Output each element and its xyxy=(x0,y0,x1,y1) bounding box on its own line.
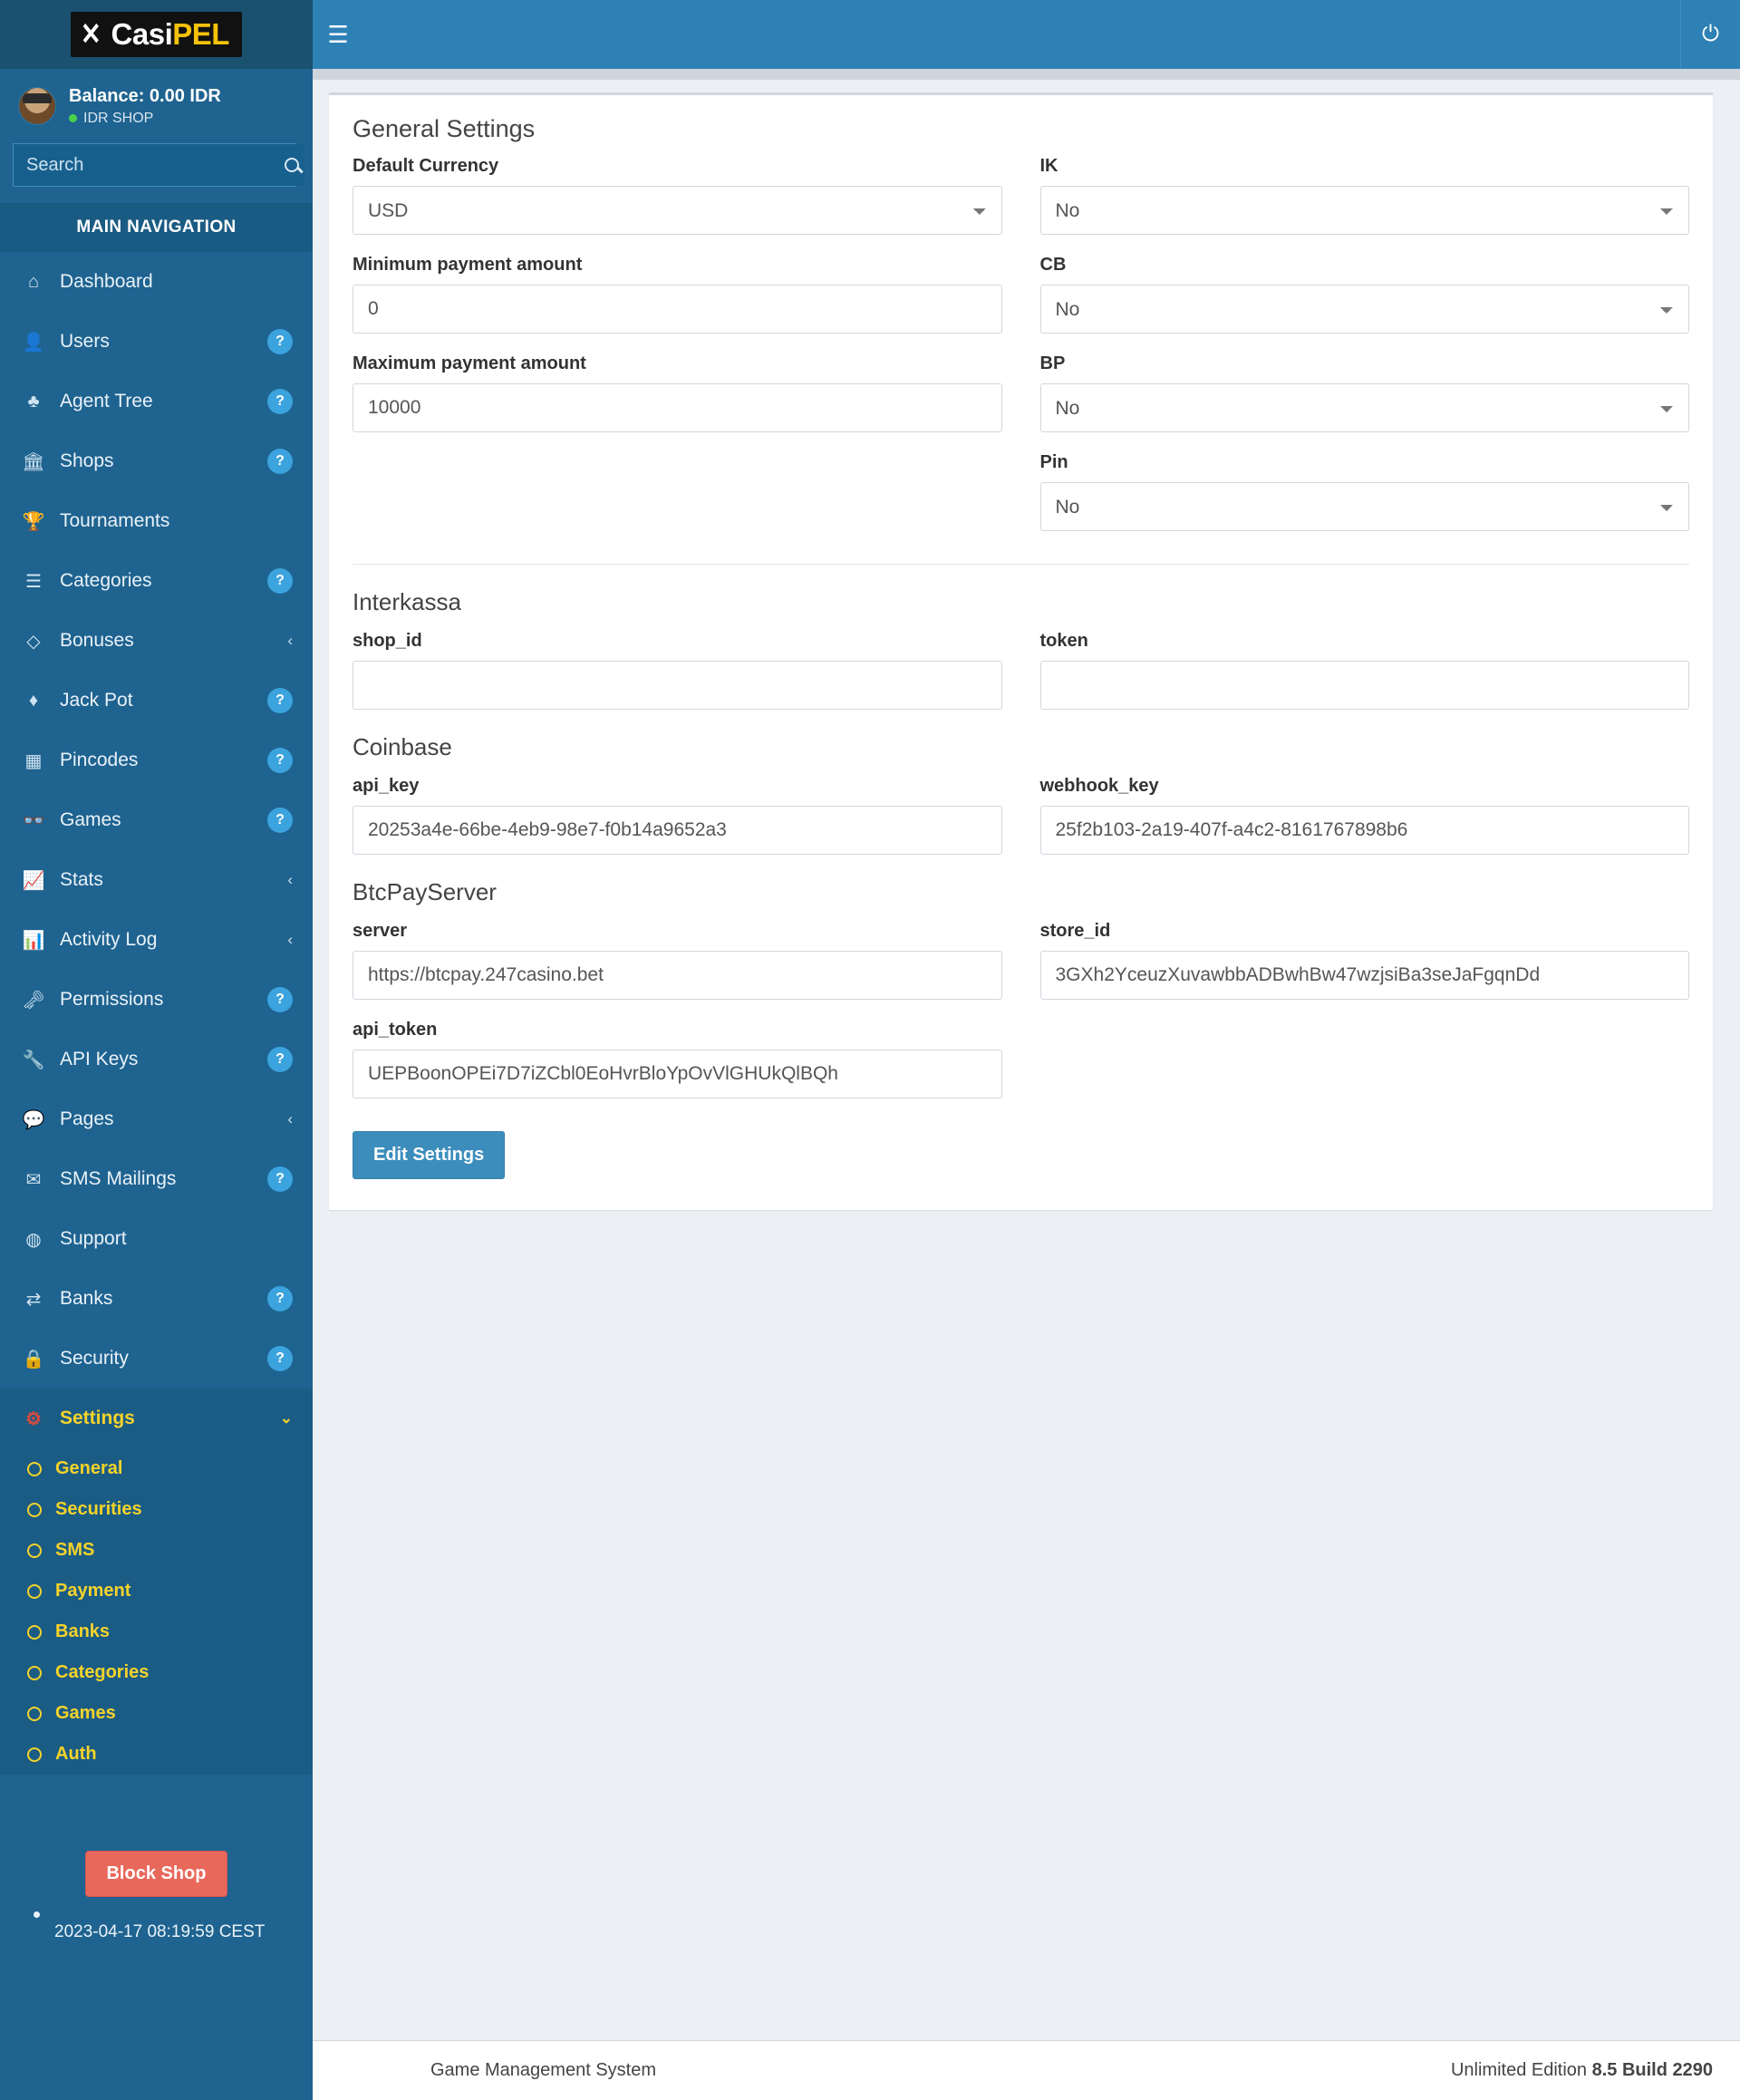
help-badge[interactable]: ? xyxy=(267,987,293,1012)
circle-icon xyxy=(27,1544,42,1558)
grid-icon: ▦ xyxy=(24,750,43,771)
search-button[interactable] xyxy=(279,144,304,186)
label-pin: Pin xyxy=(1039,452,1068,472)
label-api-key: api_key xyxy=(353,776,420,796)
shop-id-input[interactable] xyxy=(353,661,1002,710)
general-left-column xyxy=(353,156,1002,551)
chevron-left-icon: ‹ xyxy=(287,632,293,649)
logo-text-first: Casi xyxy=(111,17,173,51)
label-min-payment: Minimum payment amount xyxy=(353,255,583,275)
logo-text xyxy=(111,17,229,52)
gear-icon: ⚙ xyxy=(25,1408,42,1429)
label-default-currency: Default Currency xyxy=(353,156,499,176)
field-token xyxy=(1040,631,1690,710)
general-right-column xyxy=(1040,156,1690,551)
sidebar-item-label: Tournaments xyxy=(60,510,170,531)
content xyxy=(313,69,1740,2040)
sidebar-item-label: Categories xyxy=(60,570,152,591)
sidebar-item-label: Stats xyxy=(60,869,103,890)
submenu-item-payment[interactable] xyxy=(0,1571,313,1611)
chevron-down-icon: ⌄ xyxy=(279,1409,293,1427)
user-panel[interactable] xyxy=(0,69,313,143)
sms-icon: ✉ xyxy=(25,1169,42,1190)
sidebar-item-banks[interactable] xyxy=(0,1269,313,1329)
field-store-id xyxy=(1040,921,1690,1000)
sidebar-item-label: Settings xyxy=(60,1408,135,1428)
sidebar-item-pincodes[interactable] xyxy=(0,731,313,790)
logo[interactable] xyxy=(0,0,313,69)
submenu-item-label: Categories xyxy=(55,1662,150,1682)
submenu-item-auth[interactable] xyxy=(0,1734,313,1775)
sidebar-item-label: Shops xyxy=(60,450,114,471)
sidebar-item-label: API Keys xyxy=(60,1049,139,1069)
circle-icon xyxy=(27,1707,42,1721)
chevron-left-icon: ‹ xyxy=(287,871,293,888)
help-badge[interactable]: ? xyxy=(267,1286,293,1311)
balance-label: Balance: 0.00 IDR xyxy=(69,85,221,106)
logo-text-second: PEL xyxy=(172,17,229,51)
field-bp xyxy=(1040,353,1690,432)
general-settings-panel xyxy=(329,92,1713,1210)
server-input[interactable] xyxy=(353,951,1002,1000)
sidebar-item-sms-mailings[interactable] xyxy=(0,1149,313,1209)
submenu-item-sms[interactable] xyxy=(0,1530,313,1571)
gem-icon: ◇ xyxy=(26,631,41,652)
tree-icon: ♣ xyxy=(27,391,40,411)
store-id-input[interactable] xyxy=(1040,951,1690,1000)
field-shop-id xyxy=(353,631,1002,710)
help-badge[interactable]: ? xyxy=(267,329,293,354)
help-badge[interactable]: ? xyxy=(267,389,293,414)
field-ik xyxy=(1040,156,1690,235)
footer-version: 8.5 Build xyxy=(1591,2060,1673,2080)
sidebar-link-jack-pot[interactable] xyxy=(0,671,313,731)
submenu-item-label: Payment xyxy=(55,1581,131,1601)
submenu-item-label: Securities xyxy=(55,1499,142,1519)
btcpay-grid-spacer xyxy=(1040,1020,1690,1118)
sidebar-item-permissions[interactable] xyxy=(0,970,313,1030)
footer-right xyxy=(1451,2060,1713,2081)
sidebar-link-tournaments[interactable] xyxy=(0,491,313,551)
sidebar-link-settings[interactable] xyxy=(0,1389,313,1448)
avatar xyxy=(18,87,56,125)
sidebar-link-users[interactable] xyxy=(0,312,313,372)
label-store-id: store_id xyxy=(1039,921,1111,941)
circle-icon xyxy=(27,1503,42,1517)
submenu-item-label: General xyxy=(55,1458,123,1478)
sidebar-item-agent-tree[interactable] xyxy=(0,372,313,431)
sidebar-item-dashboard[interactable] xyxy=(0,252,313,312)
interkassa-grid xyxy=(353,631,1689,730)
sidebar-item-label: Games xyxy=(60,809,121,830)
shop-status xyxy=(69,109,221,129)
help-badge[interactable]: ? xyxy=(267,748,293,773)
help-badge[interactable]: ? xyxy=(267,1047,293,1072)
sidebar-item-label: Security xyxy=(60,1348,129,1369)
sidebar-item-label: Agent Tree xyxy=(60,391,153,411)
token-input[interactable] xyxy=(1040,661,1690,710)
user-info xyxy=(69,84,221,129)
field-api-token xyxy=(353,1020,1002,1098)
submenu-link-games[interactable] xyxy=(0,1693,313,1734)
submenu-item-general[interactable] xyxy=(0,1448,313,1489)
bp-select[interactable] xyxy=(1040,383,1690,432)
help-badge[interactable]: ? xyxy=(267,688,293,713)
sidebar-item-label: Users xyxy=(60,331,110,352)
help-badge[interactable]: ? xyxy=(267,808,293,833)
topbar xyxy=(313,0,1740,69)
btcpay-grid xyxy=(353,921,1689,1118)
min-payment-input[interactable] xyxy=(353,285,1002,334)
main-area xyxy=(313,0,1740,2100)
sidebar-link-banks[interactable] xyxy=(0,1269,313,1329)
sidebar-link-games[interactable] xyxy=(0,790,313,850)
list-icon: ☰ xyxy=(25,571,42,592)
sidebar-item-support[interactable] xyxy=(0,1209,313,1269)
help-badge[interactable]: ? xyxy=(267,1166,293,1192)
sidebar xyxy=(0,0,313,2100)
submenu-item-label: Banks xyxy=(55,1621,111,1641)
divider xyxy=(353,564,1689,565)
home-icon: ⌂ xyxy=(27,271,40,292)
sidebar-link-sms-mailings[interactable] xyxy=(0,1149,313,1209)
default-currency-select[interactable] xyxy=(353,186,1002,235)
sidebar-link-shops[interactable] xyxy=(0,431,313,491)
bank-icon: 🏛 xyxy=(22,451,45,472)
api-token-input[interactable] xyxy=(353,1050,1002,1098)
sidebar-item-tournaments[interactable] xyxy=(0,491,313,551)
actions-row xyxy=(353,1118,1689,1210)
support-icon: ◍ xyxy=(25,1229,42,1250)
cb-select[interactable] xyxy=(1040,285,1690,334)
online-dot-icon xyxy=(69,114,77,122)
menu-toggle-icon[interactable]: ☰ xyxy=(327,20,349,48)
circle-icon xyxy=(27,1462,42,1476)
sidebar-item-label: Banks xyxy=(60,1288,113,1309)
sidebar-item-categories[interactable] xyxy=(0,551,313,611)
sidebar-item-security[interactable] xyxy=(0,1329,313,1389)
search-box xyxy=(13,143,296,187)
label-server: server xyxy=(353,921,408,941)
footer-build: 2290 xyxy=(1672,2060,1713,2080)
field-cb xyxy=(1040,255,1690,334)
block-shop-wrap xyxy=(0,1851,313,1897)
submenu-item-banks[interactable] xyxy=(0,1611,313,1652)
help-badge[interactable]: ? xyxy=(267,1346,293,1371)
circle-icon xyxy=(27,1625,42,1640)
bar-chart-icon: 📊 xyxy=(22,930,45,951)
sidebar-item-jack-pot[interactable] xyxy=(0,671,313,731)
sidebar-link-pincodes[interactable] xyxy=(0,731,313,790)
sidebar-item-users[interactable] xyxy=(0,312,313,372)
submenu-item-securities[interactable] xyxy=(0,1489,313,1530)
sidebar-link-stats[interactable] xyxy=(0,850,313,910)
webhook-key-input[interactable] xyxy=(1040,806,1690,855)
horizontal-scrollbar[interactable] xyxy=(313,69,1740,80)
submenu-link-securities[interactable] xyxy=(0,1489,313,1530)
sidebar-link-dashboard[interactable] xyxy=(0,252,313,312)
submenu-item-categories[interactable] xyxy=(0,1652,313,1693)
submenu-link-general[interactable] xyxy=(0,1448,313,1489)
chevron-left-icon: ‹ xyxy=(287,1110,293,1127)
logo-inner xyxy=(71,12,242,57)
footer-edition: Unlimited Edition xyxy=(1450,2060,1592,2080)
sidebar-item-label: Activity Log xyxy=(60,929,158,950)
search-input[interactable] xyxy=(14,155,279,176)
shop-name: IDR SHOP xyxy=(83,110,154,126)
settings-submenu xyxy=(0,1448,313,1775)
sidebar-link-agent-tree[interactable] xyxy=(0,372,313,431)
btcpay-heading: BtcPayServer xyxy=(353,878,497,905)
label-ik: IK xyxy=(1039,156,1058,176)
sidebar-item-label: Jack Pot xyxy=(60,690,133,711)
field-webhook-key xyxy=(1040,776,1690,855)
sidebar-item-label: Permissions xyxy=(60,989,164,1010)
submenu-link-auth[interactable] xyxy=(0,1734,313,1775)
pin-select[interactable] xyxy=(1040,482,1690,531)
circle-icon xyxy=(27,1584,42,1599)
submenu-link-categories[interactable] xyxy=(0,1652,313,1693)
sidebar-item-label: Dashboard xyxy=(60,271,153,292)
coinbase-grid xyxy=(353,776,1689,875)
api-key-input[interactable] xyxy=(353,806,1002,855)
edit-settings-button[interactable]: Edit Settings xyxy=(353,1131,505,1179)
submenu-item-games[interactable] xyxy=(0,1693,313,1734)
sidebar-nav xyxy=(0,252,313,1775)
chevron-left-icon: ‹ xyxy=(287,931,293,948)
label-shop-id: shop_id xyxy=(353,631,422,651)
gamepad-icon: 👓 xyxy=(22,810,45,831)
sidebar-item-bonuses[interactable] xyxy=(0,611,313,671)
footer xyxy=(313,2040,1740,2100)
sidebar-link-activity-log[interactable] xyxy=(0,910,313,970)
nav-header: MAIN NAVIGATION xyxy=(0,203,313,252)
submenu-item-label: Auth xyxy=(55,1744,97,1764)
help-badge[interactable]: ? xyxy=(267,568,293,594)
field-server xyxy=(353,921,1002,1000)
sidebar-link-permissions[interactable] xyxy=(0,970,313,1030)
comment-icon: 💬 xyxy=(22,1109,45,1130)
sidebar-footer xyxy=(0,1851,313,1942)
field-default-currency xyxy=(353,156,1002,235)
sidebar-link-support[interactable] xyxy=(0,1209,313,1269)
sidebar-item-label: Pincodes xyxy=(60,750,139,770)
page-title: General Settings xyxy=(353,115,536,142)
trophy-icon: 🏆 xyxy=(22,511,45,532)
sidebar-item-shops[interactable] xyxy=(0,431,313,491)
field-max-payment xyxy=(353,353,1002,432)
help-badge[interactable]: ? xyxy=(267,449,293,474)
circle-icon xyxy=(27,1747,42,1762)
coinbase-heading: Coinbase xyxy=(353,733,452,760)
sidebar-link-security[interactable] xyxy=(0,1329,313,1389)
exchange-icon: ⇄ xyxy=(25,1289,42,1310)
sidebar-timestamp: 2023-04-17 08:19:59 CEST xyxy=(0,1897,313,1942)
sidebar-item-stats[interactable] xyxy=(0,850,313,910)
sidebar-item-label: Pages xyxy=(60,1108,114,1129)
max-payment-input[interactable] xyxy=(353,383,1002,432)
sidebar-link-api-keys[interactable] xyxy=(0,1030,313,1089)
label-max-payment: Maximum payment amount xyxy=(353,353,586,373)
submenu-link-payment[interactable] xyxy=(0,1571,313,1611)
sidebar-item-settings[interactable] xyxy=(0,1389,313,1775)
ik-select[interactable] xyxy=(1040,186,1690,235)
sidebar-item-label: Bonuses xyxy=(60,630,134,651)
field-api-key xyxy=(353,776,1002,855)
user-icon: 👤 xyxy=(22,332,45,353)
circle-icon xyxy=(27,1666,42,1680)
field-min-payment xyxy=(353,255,1002,334)
sidebar-link-categories[interactable] xyxy=(0,551,313,611)
sidebar-item-games[interactable] xyxy=(0,790,313,850)
label-token: token xyxy=(1039,631,1088,651)
footer-left: Game Management System xyxy=(430,2060,656,2080)
label-bp: BP xyxy=(1039,353,1066,373)
chart-area-icon: 📈 xyxy=(22,870,45,891)
logout-power-icon[interactable]: ⏻ xyxy=(1680,0,1740,69)
submenu-link-banks[interactable] xyxy=(0,1611,313,1652)
submenu-item-label: SMS xyxy=(55,1540,95,1560)
interkassa-heading: Interkassa xyxy=(353,588,461,615)
label-cb: CB xyxy=(1039,255,1067,275)
general-grid xyxy=(353,156,1689,551)
sidebar-item-activity-log[interactable] xyxy=(0,910,313,970)
key-icon: 🗝 xyxy=(22,990,45,1011)
block-shop-button[interactable]: Block Shop xyxy=(85,1851,227,1897)
sidebar-item-api-keys[interactable] xyxy=(0,1030,313,1089)
search-row xyxy=(0,143,313,187)
sidebar-item-pages[interactable] xyxy=(0,1089,313,1149)
diamond-icon: ♦ xyxy=(28,690,39,711)
label-api-token: api_token xyxy=(353,1020,438,1040)
sidebar-item-label: SMS Mailings xyxy=(60,1168,177,1189)
submenu-item-label: Games xyxy=(55,1703,116,1723)
field-pin xyxy=(1040,452,1690,531)
panel-body xyxy=(329,156,1713,1210)
sidebar-link-pages[interactable] xyxy=(0,1089,313,1149)
sidebar-link-bonuses[interactable] xyxy=(0,611,313,671)
sidebar-item-label: Support xyxy=(60,1228,127,1249)
search-icon xyxy=(285,158,299,172)
submenu-link-sms[interactable] xyxy=(0,1530,313,1571)
lock-icon: 🔒 xyxy=(22,1349,45,1369)
x-mark-icon: ✕ xyxy=(80,17,102,52)
label-webhook-key: webhook_key xyxy=(1039,776,1159,796)
wrench-icon: 🔧 xyxy=(22,1050,45,1070)
